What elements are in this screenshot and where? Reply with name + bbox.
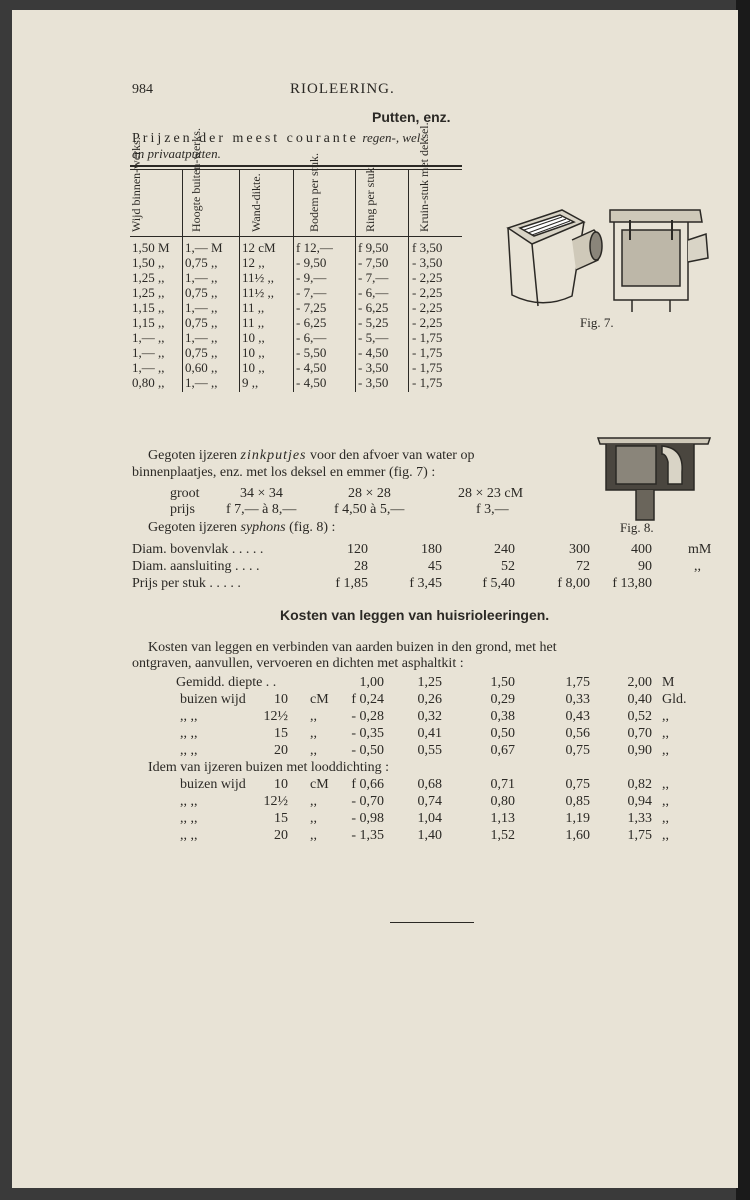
pipe-label: ,, ,,: [180, 743, 198, 758]
syphon-value: 45: [428, 559, 442, 574]
pipe-label: buizen wijd: [180, 777, 246, 792]
table-cell: 12 cM: [242, 240, 276, 255]
cost-value: 1,19: [565, 811, 590, 826]
table-top-rule-thin: [130, 169, 462, 170]
pipe-size: 10: [274, 777, 288, 792]
cost-value: 0,67: [490, 743, 515, 758]
pipe-unit: ,,: [310, 743, 317, 758]
cost-value: 1,52: [490, 828, 515, 843]
pipe-label: ,, ,,: [180, 828, 198, 843]
cost-value: f 0,66: [351, 777, 384, 792]
depth-value: 1,25: [417, 675, 442, 690]
table-cell: - 6,—: [296, 330, 327, 345]
cost-unit: ,,: [662, 743, 669, 758]
table-cell: - 5,50: [296, 345, 327, 360]
syphon-value: f 3,45: [409, 576, 442, 591]
cost-value: 0,68: [417, 777, 442, 792]
cost-value: 0,33: [565, 692, 590, 707]
header-wijd: Wijd binnen-werks.: [129, 137, 143, 232]
col-sep: [239, 170, 240, 392]
pipe-size: 10: [274, 692, 288, 707]
table-cell: 11 ,,: [242, 300, 265, 315]
pipe-unit: ,,: [310, 726, 317, 741]
cost-value: 0,75: [565, 777, 590, 792]
syphon-value: 300: [569, 542, 590, 557]
pipe-label: buizen wijd: [180, 692, 246, 707]
depth-value: 1,75: [565, 675, 590, 690]
table-cell: - 2,25: [412, 270, 443, 285]
table-cell: f 3,50: [412, 240, 443, 255]
book-edge: [736, 0, 750, 1200]
syphon-value: 52: [501, 559, 515, 574]
cost-value: - 0,70: [351, 794, 384, 809]
syphon-value: 72: [576, 559, 590, 574]
fig7-illustration: [502, 200, 712, 315]
groot-3: 28 × 23 cM: [458, 486, 524, 501]
pipe-size: 12½: [263, 794, 288, 809]
table-cell: 0,75 ,,: [185, 285, 218, 300]
pipe-unit: ,,: [310, 828, 317, 843]
syphon-row-label: Diam. bovenvlak . . . . .: [132, 542, 264, 557]
zinkputjes-line-1: [148, 448, 474, 463]
cost-value: 0,52: [627, 709, 652, 724]
table-cell: 10 ,,: [242, 330, 265, 345]
section-title-kosten: Kosten van leggen van huisrioleeringen.: [280, 607, 550, 623]
table-cell: - 6,25: [296, 315, 327, 330]
pipe-unit: cM: [310, 692, 329, 707]
cost-unit: ,,: [662, 828, 669, 843]
header-bodem: Bodem per stuk.: [307, 153, 321, 232]
table-cell: 0,75 ,,: [185, 345, 218, 360]
syphons-text-b: (fig. 8) :: [289, 520, 336, 535]
table-cell: 11½ ,,: [242, 270, 275, 285]
pipe-unit: ,,: [310, 709, 317, 724]
table-cell: 1,— M: [185, 240, 223, 255]
cost-value: 0,32: [417, 709, 442, 724]
intro-spaced-text: Prijzen der meest courante: [132, 131, 359, 146]
table-cell: 1,25 ,,: [132, 285, 165, 300]
table-cell: 0,75 ,,: [185, 315, 218, 330]
page: [12, 10, 738, 1188]
fig8-illustration: [596, 432, 714, 522]
syphon-value: 400: [631, 542, 652, 557]
cost-value: - 0,50: [351, 743, 384, 758]
header-ring: Ring per stuk.: [363, 164, 377, 232]
header-wand: Wand-dikte.: [249, 173, 263, 232]
prijs-3: f 3,—: [476, 502, 509, 517]
header-kruinstuk: Kruin-stuk met deksel.: [417, 122, 431, 232]
pipe-label: ,, ,,: [180, 709, 198, 724]
syphons-italic: syphons: [240, 520, 286, 535]
table-cell: - 6,—: [358, 285, 389, 300]
fig8-caption: Fig. 8.: [620, 520, 654, 535]
table-cell: - 5,—: [358, 330, 389, 345]
zinkputjes-line-2: binnenplaatjes, enz. met los deksel en emmer (fig. 7) :: [132, 465, 436, 480]
table-cell: - 3,50: [358, 360, 389, 375]
kosten-para-line-2: ontgraven, aanvullen, vervoeren en dichten met asphaltkit :: [132, 656, 464, 671]
table-cell: - 2,25: [412, 315, 443, 330]
table-cell: - 3,50: [358, 375, 389, 390]
table-cell: - 4,50: [296, 360, 327, 375]
zinkputjes-italic: zinkputjes: [240, 448, 307, 463]
cost-value: 0,41: [417, 726, 442, 741]
col-sep: [408, 170, 409, 392]
cost-value: 0,26: [417, 692, 442, 707]
cost-value: 0,74: [417, 794, 442, 809]
syphon-value: 240: [494, 542, 515, 557]
cost-value: 0,71: [490, 777, 515, 792]
cost-value: f 0,24: [351, 692, 384, 707]
cost-unit: ,,: [662, 794, 669, 809]
cost-value: 1,75: [627, 828, 652, 843]
pipe-unit: ,,: [310, 811, 317, 826]
kosten-para-line-1: Kosten van leggen en verbinden van aarden buizen in den grond, met het: [148, 640, 557, 655]
prijs-1: f 7,— à 8,—: [226, 502, 297, 517]
depth-value: 2,00: [627, 675, 652, 690]
table-cell: - 9,—: [296, 270, 327, 285]
cost-value: - 1,35: [351, 828, 384, 843]
cost-value: 1,33: [627, 811, 652, 826]
syphon-value: f 5,40: [482, 576, 515, 591]
cost-value: 0,90: [627, 743, 652, 758]
cost-unit: Gld.: [662, 692, 687, 707]
table-cell: - 2,25: [412, 285, 443, 300]
cost-value: 1,60: [565, 828, 590, 843]
cost-value: 0,43: [565, 709, 590, 724]
table-cell: 10 ,,: [242, 360, 265, 375]
cost-unit: ,,: [662, 709, 669, 724]
table-cell: 10 ,,: [242, 345, 265, 360]
cost-unit: ,,: [662, 726, 669, 741]
cost-value: 1,04: [417, 811, 442, 826]
table-cell: 1,50 M: [132, 240, 170, 255]
table-cell: - 5,25: [358, 315, 389, 330]
cost-unit: ,,: [662, 811, 669, 826]
fig7-caption: Fig. 7.: [580, 315, 614, 330]
pipe-unit: cM: [310, 777, 329, 792]
pipe-size: 15: [274, 726, 288, 741]
pipe-size: 15: [274, 811, 288, 826]
table-cell: 11½ ,,: [242, 285, 275, 300]
cost-value: 0,85: [565, 794, 590, 809]
prijs-label: prijs: [170, 502, 195, 517]
col-sep: [355, 170, 356, 392]
table-header-rule: [130, 236, 462, 237]
pipe-unit: ,,: [310, 794, 317, 809]
table-cell: 0,60 ,,: [185, 360, 218, 375]
syphons-text-a: Gegoten ijzeren: [148, 520, 238, 535]
cost-value: 0,40: [627, 692, 652, 707]
table-cell: 11 ,,: [242, 315, 265, 330]
pipe-label: ,, ,,: [180, 726, 198, 741]
table-cell: 1,50 ,,: [132, 255, 165, 270]
zinkputjes-text-b: voor den afvoer van water op: [310, 448, 475, 463]
cost-unit: ,,: [662, 777, 669, 792]
syphon-unit: mM: [688, 542, 712, 557]
table-cell: 1,— ,,: [185, 375, 218, 390]
table-cell: - 1,75: [412, 360, 443, 375]
pipe-size: 12½: [263, 709, 288, 724]
table-cell: - 4,50: [296, 375, 327, 390]
syphons-line: [148, 520, 335, 535]
iron-intro: Idem van ijzeren buizen met looddichting :: [148, 760, 390, 775]
cost-value: - 0,35: [351, 726, 384, 741]
table-cell: 9 ,,: [242, 375, 259, 390]
pipe-label: ,, ,,: [180, 794, 198, 809]
syphon-value: 120: [347, 542, 368, 557]
cost-value: - 0,98: [351, 811, 384, 826]
table-cell: - 7,50: [358, 255, 389, 270]
table-cell: f 12,—: [296, 240, 333, 255]
table-cell: 0,80 ,,: [132, 375, 165, 390]
groot-label: groot: [170, 486, 200, 501]
syphon-value: f 8,00: [557, 576, 590, 591]
table-cell: - 7,25: [296, 300, 327, 315]
syphon-value: 28: [354, 559, 368, 574]
page-number: 984: [132, 82, 153, 97]
table-cell: 1,— ,,: [132, 360, 165, 375]
depth-label: Gemidd. diepte . .: [176, 675, 277, 690]
table-cell: 1,15 ,,: [132, 315, 165, 330]
table-top-rule: [130, 165, 462, 167]
table-cell: 12 ,,: [242, 255, 265, 270]
pipe-size: 20: [274, 828, 288, 843]
pipe-size: 20: [274, 743, 288, 758]
cost-value: 0,82: [627, 777, 652, 792]
cost-value: - 0,28: [351, 709, 384, 724]
table-cell: 1,— ,,: [185, 330, 218, 345]
table-cell: - 1,75: [412, 375, 443, 390]
cost-value: 0,56: [565, 726, 590, 741]
intro-italic-text: regen-, wel-: [362, 130, 425, 145]
cost-value: 0,38: [490, 709, 515, 724]
syphon-value: 90: [638, 559, 652, 574]
cost-value: 0,29: [490, 692, 515, 707]
depth-unit: M: [662, 675, 675, 690]
table-cell: 1,— ,,: [132, 330, 165, 345]
table-cell: 1,— ,,: [185, 270, 218, 285]
col-sep: [293, 170, 294, 392]
table-cell: - 9,50: [296, 255, 327, 270]
cost-value: 0,94: [627, 794, 652, 809]
depth-value: 1,00: [359, 675, 384, 690]
intro-line-1: [132, 130, 425, 146]
syphon-row-label: Prijs per stuk . . . . .: [132, 576, 241, 591]
table-cell: 0,75 ,,: [185, 255, 218, 270]
col-sep: [182, 170, 183, 392]
table-cell: - 7,—: [296, 285, 327, 300]
bottom-rule: [390, 922, 474, 923]
table-cell: - 2,25: [412, 300, 443, 315]
header-hoogte: Hoogte buiten-werks.: [189, 128, 203, 232]
cost-value: 0,70: [627, 726, 652, 741]
prijs-2: f 4,50 à 5,—: [334, 502, 405, 517]
table-cell: f 9,50: [358, 240, 389, 255]
table-cell: - 6,25: [358, 300, 389, 315]
cost-value: 0,75: [565, 743, 590, 758]
table-cell: 1,15 ,,: [132, 300, 165, 315]
table-cell: - 1,75: [412, 330, 443, 345]
table-cell: 1,— ,,: [132, 345, 165, 360]
groot-2: 28 × 28: [348, 486, 391, 501]
table-cell: - 4,50: [358, 345, 389, 360]
syphon-value: f 13,80: [612, 576, 652, 591]
syphon-unit: ,,: [694, 559, 701, 574]
syphon-value: 180: [421, 542, 442, 557]
zinkputjes-text-a: Gegoten ijzeren: [148, 448, 238, 463]
table-cell: - 7,—: [358, 270, 389, 285]
running-title: RIOLEERING.: [290, 81, 395, 97]
table-cell: 1,— ,,: [185, 300, 218, 315]
section-title-putten: Putten, enz.: [372, 109, 451, 125]
syphon-row-label: Diam. aansluiting . . . .: [132, 559, 260, 574]
cost-value: 0,50: [490, 726, 515, 741]
intro-line-2: en privaatputten.: [132, 146, 221, 161]
cost-value: 0,55: [417, 743, 442, 758]
table-cell: - 1,75: [412, 345, 443, 360]
pipe-label: ,, ,,: [180, 811, 198, 826]
cost-value: 1,13: [490, 811, 515, 826]
depth-value: 1,50: [490, 675, 515, 690]
table-cell: - 3,50: [412, 255, 443, 270]
cost-value: 0,80: [490, 794, 515, 809]
groot-1: 34 × 34: [240, 486, 283, 501]
cost-value: 1,40: [417, 828, 442, 843]
table-cell: 1,25 ,,: [132, 270, 165, 285]
syphon-value: f 1,85: [335, 576, 368, 591]
